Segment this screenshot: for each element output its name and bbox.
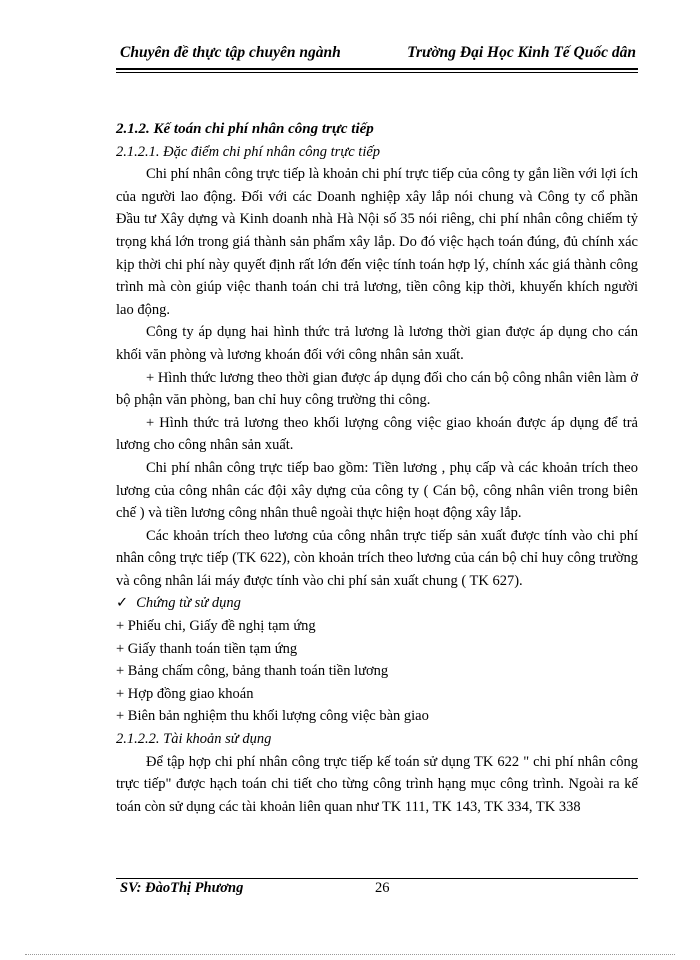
student-name: SV: ĐàoThị Phương xyxy=(120,880,244,896)
page-number: 26 xyxy=(375,880,390,896)
paragraph: + Hình thức trả lương theo khối lượng công việc giao khoán được áp dụng để trả lương cho công nhân sản xuất. xyxy=(116,414,638,454)
subsection-heading-1: 2.1.2.1. Đặc điểm chi phí nhân công trực tiếp xyxy=(116,143,381,160)
page-break-line xyxy=(25,954,675,955)
paragraph: Chi phí nhân công trực tiếp là khoản chi phí trực tiếp của công ty gắn liền với lợi ích của người lao động. Đối với các Doanh nghiệp xây lắp nói chung và Công ty cổ phần Đầu tư Xây dựng và Kinh doanh nhà Hà Nội số 35 nói riêng, chi phí nhân công chiếm tỷ trọng khá lớn trong giá thành sản phẩm xây lắp. Do đó việc hạch toán đúng, đủ chính xác kịp thời chi phí này quyết định rất lớn đến việc tính toán hợp lý, chính xác giá thành công trình mà còn giúp việc thanh toán chi trả lương, tiền công kịp thời, khuyến khích người lao động. xyxy=(116,166,638,318)
header-left: Chuyên đề thực tập chuyên ngành xyxy=(120,44,341,61)
header-rule-thin xyxy=(116,72,638,73)
list-item: + Phiếu chi, Giấy đề nghị tạm ứng xyxy=(116,618,316,635)
list-item: + Giấy thanh toán tiền tạm ứng xyxy=(116,640,298,657)
paragraph: Công ty áp dụng hai hình thức trả lương là lương thời gian được áp dụng cho cán khối văn phòng và lương khoán đối với công nhân sản xuất. xyxy=(116,324,638,363)
paragraph: + Hình thức lương theo thời gian được áp dụng đối cho cán bộ công nhân viên làm ở bộ phận văn phòng, ban chỉ huy công trường thi công. xyxy=(116,369,638,409)
list-item: + Bảng chấm công, bảng thanh toán tiền lương xyxy=(116,663,389,680)
subsection-heading-2: 2.1.2.2. Tài khoản sử dụng xyxy=(116,731,272,748)
paragraph: Các khoản trích theo lương của công nhân trực tiếp sản xuất được tính vào chi phí nhân công trực tiếp (TK 622), còn khoản trích theo lương của cán bộ chỉ huy công trường và công nhân lái máy được tính vào chi phí sản xuất chung ( TK 627). xyxy=(116,527,638,589)
list-item: + Biên bản nghiệm thu khối lượng công việc bàn giao xyxy=(116,708,429,725)
header-rule xyxy=(116,68,638,70)
documents-heading xyxy=(116,592,638,615)
documents-heading-label: Chứng từ sử dụng xyxy=(136,595,241,612)
list-item: + Hợp đồng giao khoán xyxy=(116,685,254,702)
header-right: Trường Đại Học Kinh Tế Quốc dân xyxy=(407,44,636,61)
paragraph: Để tập hợp chi phí nhân công trực tiếp kế toán sử dụng TK 622 " chi phí nhân công trực tiếp" được hạch toán chi tiết cho từng công trình hạng mục công trình. Ngoài ra kế toán còn sử dụng các tài khoản liên quan như TK 111, TK 143, TK 334, TK 338 xyxy=(116,753,638,815)
paragraph: Chi phí nhân công trực tiếp bao gồm: Tiền lương , phụ cấp và các khoản trích theo lương của công nhân các đội xây dựng của công ty ( Cán bộ, công nhân viên trong biên chế ) và tiền lương công nhân thuê ngoài thực hiện hoạt động xây lắp. xyxy=(116,459,638,522)
page-header xyxy=(120,44,636,62)
footer-rule xyxy=(116,878,638,879)
section-heading: 2.1.2. Kế toán chi phí nhân công trực tiếp xyxy=(116,121,374,137)
page-body xyxy=(116,118,638,818)
checkmark-icon: ✓ xyxy=(116,595,129,612)
